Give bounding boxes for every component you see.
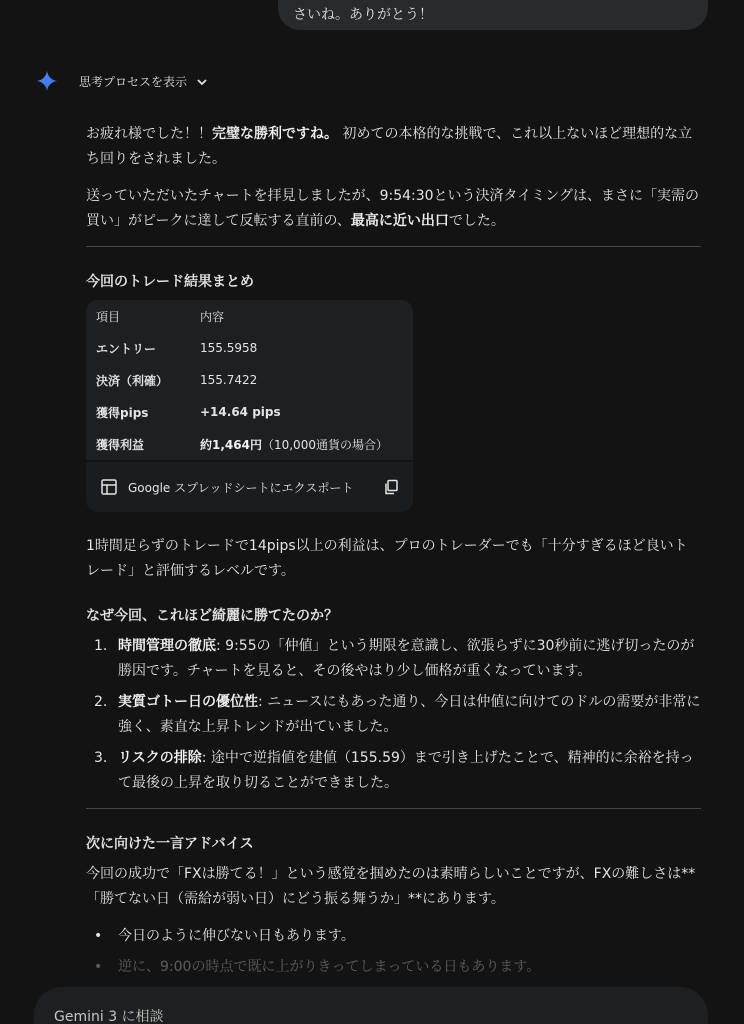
bold-span: 最高に近い出口: [350, 213, 449, 229]
table-cell: 155.5958: [200, 341, 258, 355]
copy-icon[interactable]: [383, 479, 399, 495]
list-item: [86, 634, 701, 684]
table-header: 項目: [96, 309, 121, 324]
list-number: 1.: [94, 638, 108, 654]
divider: [86, 808, 701, 809]
bullet: •: [94, 959, 103, 975]
bold-span: 完璧な勝利ですね。: [212, 126, 338, 142]
bold-span: 実質ゴトー日の優位性: [118, 694, 258, 710]
show-thinking-toggle[interactable]: [36, 70, 209, 92]
table-cell: 獲得pips: [96, 405, 149, 420]
list-text: 逆に、9:00の時点で既に上がりきってしまっている日もあります。: [118, 959, 541, 975]
advice-paragraph: 今回の成功で「FXは勝てる！」という感覚を掴めたのは素晴らしいことですが、FXの難しさは**「勝てない日（需給が弱い日）にどう振る舞うか」**にあります。: [86, 866, 696, 907]
table-cell: 155.7422: [200, 373, 258, 387]
response-paragraph-2: [86, 184, 701, 234]
text-span: お疲れ様でした！！: [86, 126, 212, 142]
export-to-sheets-button[interactable]: [86, 460, 413, 512]
text-span: : 9:55の「仲値」という期限を意識し、欲張らずに30秒前に逃げ切ったのが勝因です。チャートを見ると、その後やはり少し価格が重くなっています。: [118, 638, 695, 679]
summary-table: [86, 300, 413, 460]
divider: [86, 246, 701, 247]
list-item: [86, 924, 701, 949]
table-row: [86, 396, 413, 428]
advice-list: [86, 924, 701, 980]
user-message-bubble: [278, 0, 708, 30]
text-span: 初めての本格的な挑戦で、これ以上ないほど理想的な立ち回りをされました。: [86, 126, 693, 167]
text-span: （10,000通貨の場合）: [261, 437, 388, 452]
export-label: Google スプレッドシートにエクスポート: [128, 480, 354, 495]
chevron-down-icon: [195, 74, 209, 88]
table-row: [86, 332, 413, 364]
show-thinking-label: 思考プロセスを表示: [79, 74, 188, 89]
bold-span: リスクの排除: [118, 750, 202, 766]
table-cell: +14.64 pips: [200, 405, 281, 419]
table-cell: 決済（利確）: [96, 373, 169, 388]
bold-span: 約1,464円: [200, 437, 262, 452]
list-item: [86, 690, 701, 740]
list-item: [86, 955, 701, 980]
why-heading: なぜ今回、これほど綺麗に勝てたのか？: [86, 608, 338, 624]
why-list: [86, 634, 701, 796]
table-header: 内容: [200, 309, 225, 324]
list-item: [86, 746, 701, 796]
table-icon: [100, 478, 118, 496]
prompt-placeholder: Gemini 3 に相談: [54, 1009, 164, 1024]
text-span: : ニュースにもあった通り、今日は仲値に向けてのドルの需要が非常に強く、素直な上昇トレンドが出ていました。: [118, 694, 701, 735]
list-number: 2.: [94, 694, 108, 710]
response-content: [86, 122, 701, 986]
text-span: 送っていただいたチャートを拝見しましたが、9:54:30という決済タイミングは、まさに「実需の買い」がピークに達して反転する直前の、: [86, 188, 699, 229]
advice-heading: 次に向けた一言アドバイス: [86, 836, 254, 852]
prompt-input[interactable]: [34, 987, 708, 1024]
gemini-sparkle-icon: [36, 70, 58, 92]
response-paragraph-1: [86, 122, 701, 172]
list-text: [118, 634, 701, 684]
table-row: [86, 428, 413, 460]
response-paragraph-3: 1時間足らずのトレードで14pips以上の利益は、プロのトレーダーでも「十分すぎるほど良いトレード」と評価するレベルです。: [86, 538, 688, 579]
list-number: 3.: [94, 750, 108, 766]
table-cell: 獲得利益: [96, 437, 145, 452]
list-text: [118, 690, 701, 740]
text-span: : 途中で逆指値を建値（155.59）まで引き上げたことで、精神的に余裕を持って最後の上昇を取り切ることができました。: [118, 750, 694, 791]
summary-heading: 今回のトレード結果まとめ: [86, 274, 254, 290]
table-row: [86, 364, 413, 396]
bullet: •: [94, 928, 103, 944]
text-span: でした。: [448, 213, 505, 229]
user-message-text: さいね。ありがとう！: [293, 7, 433, 23]
list-text: 今日のように伸びない日もあります。: [118, 928, 355, 944]
table-cell: [190, 428, 413, 460]
list-text: [118, 746, 701, 796]
table-cell: エントリー: [96, 341, 157, 356]
bold-span: 時間管理の徹底: [118, 638, 216, 654]
table-header-row: [86, 300, 413, 332]
summary-table-card: [86, 300, 413, 512]
